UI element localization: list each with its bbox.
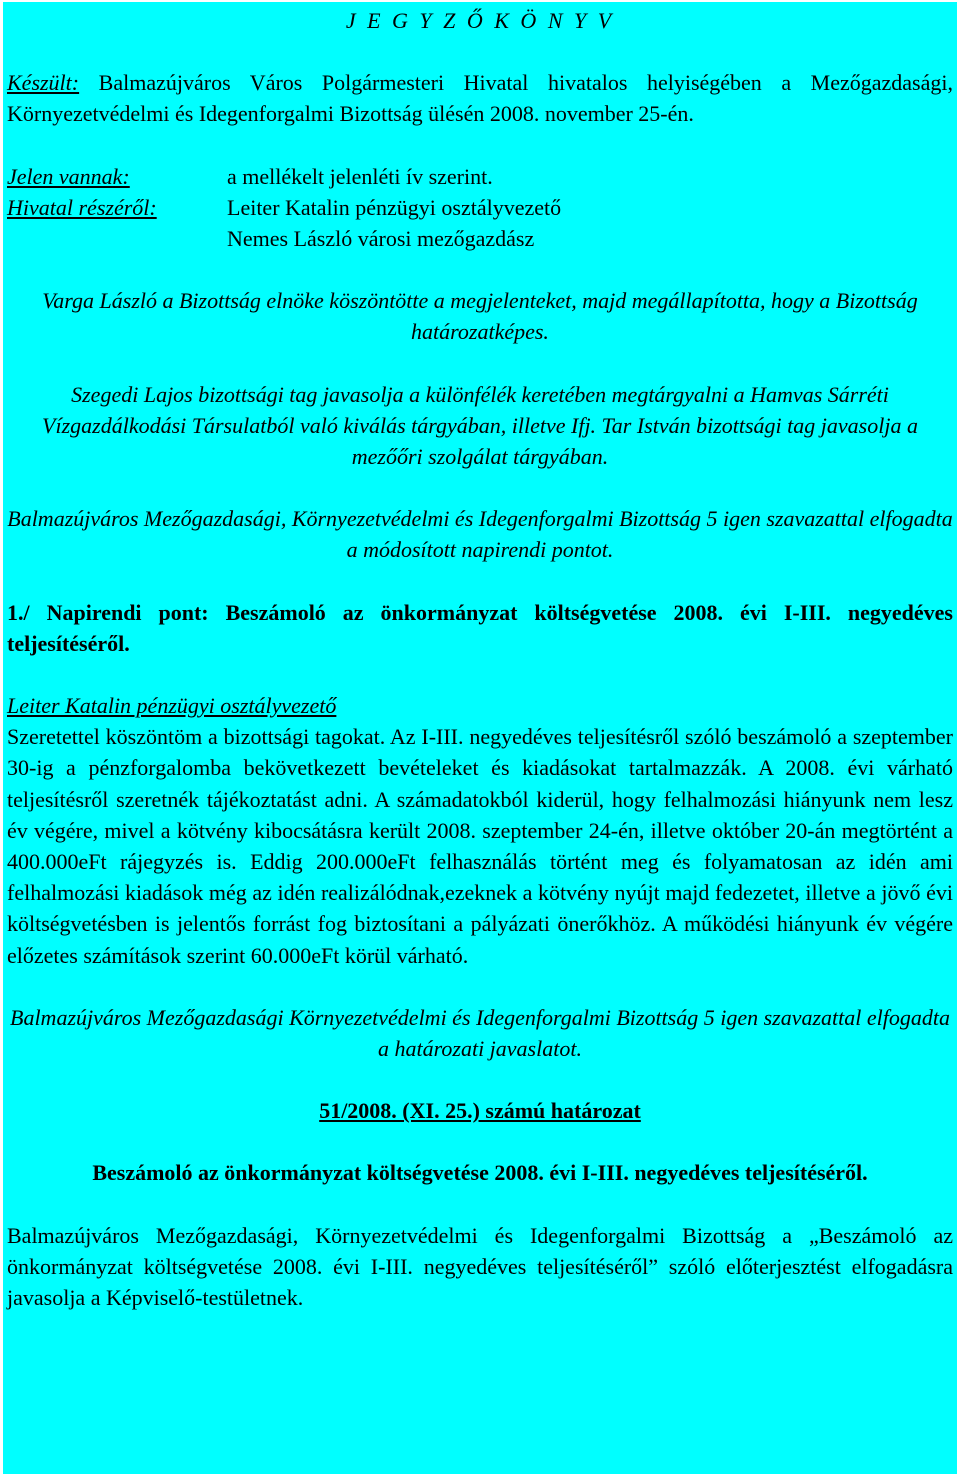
keszult-text: Balmazújváros Város Polgármesteri Hivatal hivatalos helyiségében a Mezőgazdasági, Környezetvédelmi és Idegenforgalmi Bizottság ülésén 2008. november 25-én. (7, 70, 953, 127)
spacer (7, 971, 953, 1002)
proposal-paragraph: Szegedi Lajos bizottsági tag javasolja a különfélék keretében megtárgyalni a Hamvas Sárréti Vízgazdálkodási Társulatból való kiválás tárgyában, illetve Ifj. Tar István bizottsági tag javasolja a mezőőri szolgálat tárgyában. (42, 381, 918, 470)
resolution-text: Balmazújváros Mezőgazdasági, Környezetvédelmi és Idegenforgalmi Bizottság a „Beszámoló az önkormányzat költségvetése 2008. évi I-III. negyedéves teljesítéséről” szóló előterjesztést elfogadásra javasolja a Képviselő-testületnek. (7, 1222, 953, 1311)
hivatal-label: Hivatal részéről: (7, 194, 157, 220)
agenda-item-heading: 1./ Napirendi pont: Beszámoló az önkormányzat költségvetése 2008. évi I-III. negyedéves teljesítéséről. (7, 599, 953, 656)
spacer (7, 1126, 953, 1157)
document-page (3, 2, 957, 1474)
spacer (7, 566, 953, 597)
resolution-subject: Beszámoló az önkormányzat költségvetése 2008. évi I-III. negyedéves teljesítéséről. (92, 1160, 868, 1186)
spacer (7, 254, 953, 285)
hivatal-line-1: Leiter Katalin pénzügyi osztályvezető (227, 194, 562, 220)
keszult-paragraph (7, 67, 953, 129)
item-vote-paragraph: Balmazújváros Mezőgazdasági Környezetvédelmi és Idegenforgalmi Bizottság 5 igen szavazattal elfogadta a határozati javaslatot. (10, 1004, 950, 1062)
jelen-row (7, 161, 953, 192)
jelen-value: a mellékelt jelenléti ív szerint. (227, 163, 493, 189)
opening-paragraph: Varga László a Bizottság elnöke köszöntötte a megjelenteket, majd megállapította, hogy a Bizottság határozatképes. (42, 288, 918, 345)
agenda-vote-paragraph: Balmazújváros Mezőgazdasági, Környezetvédelmi és Idegenforgalmi Bizottság 5 igen szavazattal elfogadta a módosított napirendi pontot. (7, 506, 953, 563)
spacer (7, 659, 953, 690)
spacer (7, 1064, 953, 1095)
spacer (7, 348, 953, 379)
spacer (7, 130, 953, 161)
spacer (7, 1189, 953, 1220)
spacer (7, 36, 953, 67)
hivatal-row (7, 192, 953, 254)
keszult-label: Készült: (7, 70, 80, 96)
hivatal-line-2: Nemes László városi mezőgazdász (227, 226, 535, 252)
document-title: J E G Y Z Ő K Ö N Y V (345, 8, 615, 33)
spacer (7, 472, 953, 503)
speech-paragraph: Szeretettel köszöntöm a bizottsági tagokat. Az I-III. negyedéves teljesítésről szóló beszámoló a szeptember 30-ig a pénzforgalomba bekövetkezett bevételeket és kiadásokat tartalmazzák. A 2008. évi várható teljesítésről szeretnék tájékoztatást adni. A számadatokból kiderül, hogy felhalmozási hiányunk nem lesz év végére, mivel a kötvény kibocsátásra került 2008. szeptember 24-én, illetve október 20-án megtörtént a 400.000eFt rájegyzés is. Eddig 200.000eFt felhasználás történt meg és folyamatosan az idén ami felhalmozási kiadások még az idén realizálódnak,ezeknek a kötvény nyújt majd fedezetet, illetve a jövő évi költségvetésben is jelentős forrást fog biztosítani a pályázati önerőkhöz. A működési hiányunk év végére előzetes számítások szerint 60.000eFt körül várható. (7, 724, 953, 968)
jelen-label: Jelen vannak: (7, 163, 130, 189)
resolution-number: 51/2008. (XI. 25.) számú határozat (319, 1098, 641, 1124)
hivatal-values (227, 192, 561, 254)
speaker-name: Leiter Katalin pénzügyi osztályvezető (7, 693, 337, 719)
